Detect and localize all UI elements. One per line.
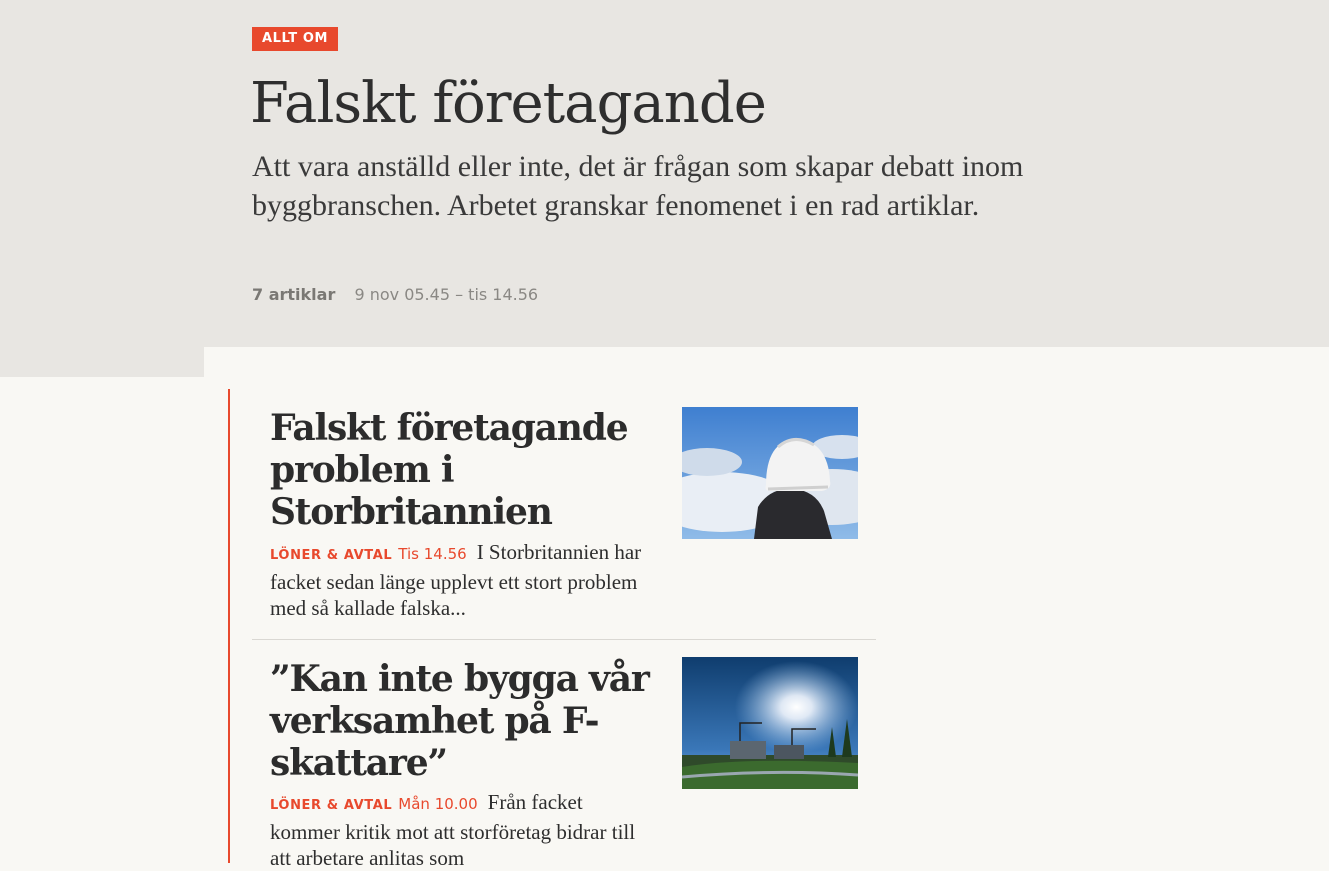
article-title[interactable]: Falskt företagande problem i Storbritannien [270, 407, 628, 533]
article-time: Mån 10.00 [398, 795, 478, 813]
timeline-line [228, 389, 230, 863]
topic-intro: Att vara anställd eller inte, det är frågan som skapar debatt inom byggbranschen. Arbetet granskar fenomenet i en rad artiklar. [252, 150, 1024, 222]
article-teaser [270, 789, 655, 871]
article-card[interactable] [252, 640, 876, 870]
article-thumbnail[interactable] [682, 657, 858, 789]
topic-meta [252, 285, 538, 304]
article-card[interactable] [252, 389, 876, 640]
article-teaser [270, 539, 655, 621]
construction-site-photo-image [682, 657, 858, 789]
article-excerpt: Från facket kommer kritik mot att storföretag bidrar till att arbetare anlitas som [270, 790, 636, 870]
date-range: 9 nov 05.45 – tis 14.56 [354, 285, 539, 304]
hero-background-tab [0, 347, 204, 377]
article-title[interactable]: ”Kan inte bygga vår verksamhet på F-skattare” [270, 658, 649, 784]
article-excerpt: I Storbritannien har facket sedan länge upplevt ett stort problem med så kallade falska... [270, 540, 642, 620]
article-thumbnail[interactable] [682, 407, 858, 539]
article-category[interactable]: LÖNER & AVTAL [270, 548, 393, 563]
helmet-photo-image [682, 407, 858, 539]
article-count: 7 artiklar [252, 285, 336, 304]
article-category[interactable]: LÖNER & AVTAL [270, 798, 393, 813]
article-time: Tis 14.56 [398, 545, 467, 563]
page-title: Falskt företagande [250, 71, 766, 136]
topic-badge[interactable]: ALLT OM [252, 27, 338, 51]
